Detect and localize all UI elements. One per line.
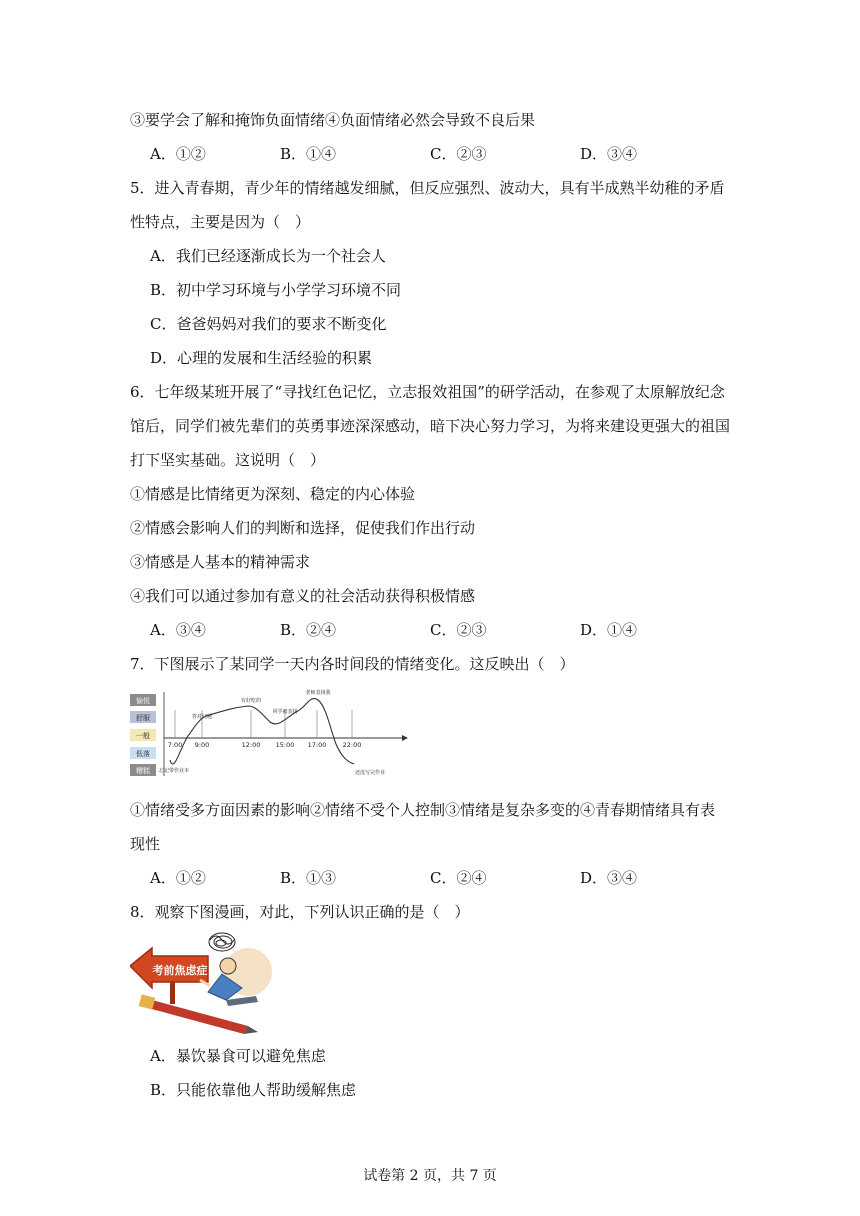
q6-option-c[interactable]: C．②③ [430,621,487,639]
q8-stem: 8．观察下图漫画，对此，下列认识正确的是（ ） [130,903,470,921]
q4-option-b[interactable]: B．①④ [280,145,337,163]
q7-option-c[interactable]: C．②④ [430,869,487,887]
q5-option-c[interactable]: C．爸爸妈妈对我们的要求不断变化 [150,315,387,333]
q6-option-d[interactable]: D．①④ [580,621,638,639]
chart-annotation: 答对问题 [191,714,213,720]
q5-option-b[interactable]: B．初中学习环境与小学学习环境不同 [150,281,402,299]
q7-stem: 7．下图展示了某同学一天内各时间段的情绪变化。这反映出（ ） [130,655,575,673]
chart-annotation: 忘记带作业本 [158,768,190,774]
q4-option-d[interactable]: D．③④ [580,145,638,163]
q7-option-d[interactable]: D．③④ [580,869,638,887]
x-tick-label: 22:00 [342,741,362,749]
y-level-label: 低落 [136,750,150,758]
sign-post [170,982,175,1004]
q6-options [150,620,750,640]
q6-option-b[interactable]: B．②④ [280,621,337,639]
scribble-cloud [209,933,235,951]
q8-option-b[interactable]: B．只能依靠他人帮助缓解焦虑 [150,1081,357,1099]
q4-options [150,144,750,164]
anxiety-comic-svg [130,930,275,1035]
y-level-label: 舒服 [136,714,150,722]
chart-annotation: 同学被表扬 [272,709,298,715]
q5-stem-line2: 性特点，主要是因为（ ） [130,213,311,231]
anxiety-comic [130,930,275,1035]
student-legs [226,996,258,1006]
q7-option-b[interactable]: B．①③ [280,869,337,887]
q6-stem-line2: 馆后，同学们被先辈们的英勇事迹深深感动，暗下决心努力学习，为将来建设更强大的祖国 [130,417,731,435]
pencil-eraser [139,994,156,1009]
x-tick-label: 15:00 [275,741,295,749]
q7-option-a[interactable]: A．①② [150,869,206,887]
x-tick-label: 9:00 [194,741,210,749]
chart-annotation: 有好吃的 [240,698,262,704]
x-tick-label: 17:00 [307,741,327,749]
q4-option-a[interactable]: A．①② [150,145,206,163]
student-head [220,958,236,974]
q8-option-a[interactable]: A．暴饮暴食可以避免焦虑 [150,1047,326,1065]
chart-annotation: 还没写完作业 [354,770,386,776]
q7-statements-line2: 现性 [130,835,161,853]
y-level-label: 一般 [136,732,150,740]
q6-option-a[interactable]: A．③④ [150,621,206,639]
q6-statement-2: ②情感会影响人们的判断和选择，促使我们作出行动 [130,519,476,537]
y-level-label: 糟糕 [136,767,150,775]
q4-option-c[interactable]: C．②③ [430,145,487,163]
x-axis-arrow [402,735,408,741]
x-tick-label: 7:00 [167,741,183,749]
q6-statement-3: ③情感是人基本的精神需求 [130,553,311,571]
chart-annotation: 老师表扬我 [305,690,331,696]
q5-option-a[interactable]: A．我们已经逐渐成长为一个社会人 [150,247,386,265]
q7-statements-line1: ①情绪受多方面因素的影响②情绪不受个人控制③情绪是复杂多变的④青春期情绪具有表 [130,801,716,819]
q6-statement-1: ①情感是比情绪更为深刻、稳定的内心体验 [130,485,416,503]
q6-stem-line1: 6．七年级某班开展了“寻找红色记忆，立志报效祖国”的研学活动，在参观了太原解放纪念 [130,383,725,401]
y-level-label: 愉悦 [136,697,150,705]
sign-text: 考前焦虑症 [152,964,208,977]
page-footer: 试卷第 2 页，共 7 页 [363,1168,497,1184]
q4-statements-3-4: ③要学会了解和掩饰负面情绪④负面情绪必然会导致不良后果 [130,111,536,129]
q5-option-d[interactable]: D．心理的发展和生活经验的积累 [150,349,373,367]
q5-stem-line1: 5．进入青春期，青少年的情绪越发细腻，但反应强烈、波动大，具有半成熟半幼稚的矛盾 [130,179,725,197]
x-tick-label: 12:00 [241,741,261,749]
emotion-chart [130,688,410,780]
emotion-chart-svg [130,688,410,780]
q6-statement-4: ④我们可以通过参加有意义的社会活动获得积极情感 [130,587,476,605]
q6-stem-line3: 打下坚实基础。这说明（ ） [130,451,326,469]
emotion-curve [167,699,354,765]
q7-options [150,868,750,888]
